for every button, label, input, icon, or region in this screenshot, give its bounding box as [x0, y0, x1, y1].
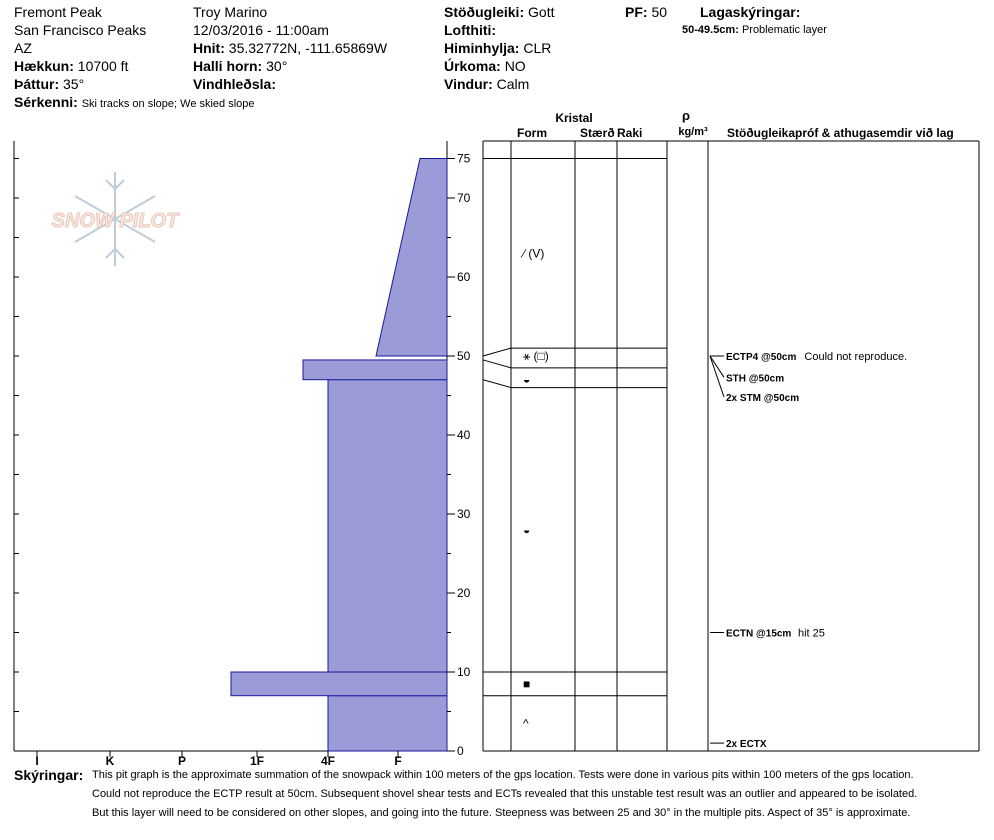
state: AZ: [14, 40, 32, 56]
features: Sérkenni: Ski tracks on slope; We skied slope: [14, 94, 255, 110]
footer-line: But this layer will need to be considered on other slopes, and going into the future. Steepness was between 25 and 30° in the multiple pits. Aspect of 35° is approximate.: [92, 807, 911, 819]
test-code: 2x ECTX: [726, 739, 767, 751]
col-crystal: Kristal: [555, 111, 593, 125]
footer-notes: [92, 769, 992, 829]
logo-text: SNOW PILOT: [51, 210, 179, 232]
footer-line: Could not reproduce the ECTP result at 50cm. Subsequent shovel shear tests and ECTs revealed that this unstable test result was an outlier and appeared to be isolated.: [92, 788, 918, 800]
depth-tick-label: 10: [457, 665, 471, 679]
hardness-layer: [376, 159, 447, 357]
pf-value: PF: 50: [625, 4, 668, 20]
grain-form-symbols: [520, 246, 549, 730]
grain-symbol: ◒: [523, 522, 531, 537]
layer-connector: [483, 360, 511, 368]
layer-table: [483, 141, 979, 751]
aspect: Þáttur: 35°: [14, 76, 85, 92]
hardness-layer: [328, 380, 447, 672]
test-pointer: [710, 356, 724, 377]
left-axis-ticks: [14, 159, 19, 752]
layer-connector: [483, 348, 511, 356]
mountain-range: San Francisco Peaks: [14, 22, 147, 38]
hardness-layer: [231, 672, 447, 696]
grain-symbol: ◒: [523, 372, 531, 387]
coordinates: Hnit: 35.32772N, -111.65869W: [193, 40, 388, 56]
col-moisture: Raki: [617, 126, 643, 140]
wind: Vindur: Calm: [444, 76, 530, 92]
hardness-tick-label: F: [394, 754, 402, 768]
grain-symbol: ^: [523, 716, 529, 731]
depth-tick-label: 20: [457, 586, 471, 600]
stability: Stöðugleiki: Gott: [444, 4, 555, 20]
col-form: Form: [517, 126, 547, 140]
depth-tick-label: 30: [457, 507, 471, 521]
col-density: kg/m³: [678, 126, 708, 138]
hardness-tick-labels: [35, 751, 401, 768]
hardness-layer: [328, 696, 447, 751]
stability-tests: [710, 351, 907, 750]
location-name: Fremont Peak: [14, 4, 102, 20]
test-code: STH @50cm: [726, 373, 785, 385]
depth-tick-label: 50: [457, 349, 471, 363]
snowpilot-logo: [52, 172, 180, 266]
depth-tick-label: 40: [457, 428, 471, 442]
legend-title: Lagaskýringar:: [700, 4, 801, 20]
datetime: 12/03/2016 - 11:00am: [193, 22, 329, 38]
col-size: Stærð: [580, 126, 615, 140]
grain-symbol: ■: [523, 676, 531, 691]
hardness-tick-label: 1F: [249, 754, 265, 768]
col-rho: ρ: [681, 108, 691, 123]
depth-tick-label: 0: [457, 744, 464, 758]
grain-symbol: ⚹ (□): [523, 349, 549, 363]
sky-cover: Himinhylja: CLR: [444, 40, 552, 56]
elevation: Hækkun: 10700 ft: [14, 58, 129, 74]
test-pointer: [710, 356, 724, 397]
footer-label: Skýringar:: [14, 767, 84, 783]
depth-tick-labels: [447, 152, 471, 759]
hardness-tick-label: K: [105, 754, 115, 768]
footer-line: This pit graph is the approximate summation of the snowpack within 100 meters of the gps location. Tests were done in various pits within 100 meters of the gps location.: [92, 769, 914, 781]
test-code: ECTN @15cm: [726, 628, 792, 640]
hardness-layer: [303, 360, 447, 380]
test-code: 2x STM @50cm: [726, 393, 800, 405]
observer: Troy Marino: [193, 4, 268, 20]
slope-angle: Halli horn: 30°: [193, 58, 288, 74]
depth-tick-label: 60: [457, 270, 471, 284]
depth-tick-label: 70: [457, 191, 471, 205]
test-comment: hit 25: [798, 627, 825, 640]
layer-connector: [483, 380, 511, 388]
test-comment: Could not reproduce.: [804, 351, 908, 363]
legend-entry: 50-49.5cm: Problematic layer: [682, 24, 827, 36]
grain-symbol: ⁄ (V): [523, 246, 545, 261]
hardness-profile: [231, 159, 447, 752]
depth-tick-label: 75: [457, 151, 471, 166]
test-code: ECTP4 @50cm: [726, 352, 797, 363]
hardness-tick-label: 4F: [320, 754, 336, 768]
col-tests: Stöðugleikapróf & athugasemdir við lag: [727, 126, 954, 140]
hardness-tick-label: P: [177, 754, 187, 768]
wind-loading: Vindhleðsla:: [193, 76, 276, 92]
precipitation: Úrkoma: NO: [444, 58, 526, 74]
air-temp: Lofthiti:: [444, 22, 497, 38]
hardness-tick-label: I: [35, 754, 39, 768]
